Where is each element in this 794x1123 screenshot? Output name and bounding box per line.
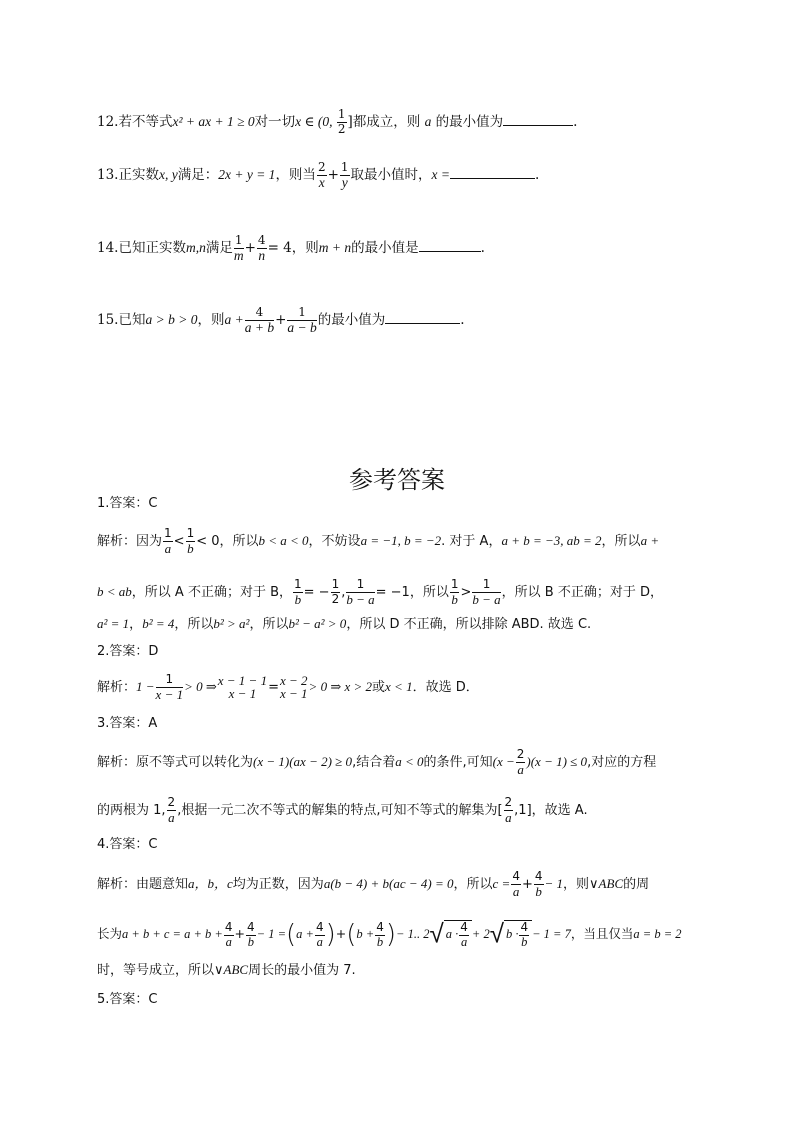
fraction xyxy=(472,578,500,607)
q12-mid: 对一切 xyxy=(254,113,296,130)
frac-den: n xyxy=(258,247,266,263)
math: b < ab xyxy=(97,583,132,599)
q13-fraction-2 xyxy=(340,161,350,190)
frac-den: a xyxy=(168,809,175,825)
math: c = xyxy=(492,875,511,891)
q12-end: 的最小值为 xyxy=(435,113,504,130)
answer-4-line-3 xyxy=(97,963,356,977)
q15-fraction-1 xyxy=(245,306,274,335)
fraction xyxy=(459,921,469,948)
q13-mid: 满足： xyxy=(177,167,219,184)
answer-3-line-1 xyxy=(97,748,656,777)
answer-3-label: 3.答案：A xyxy=(97,716,158,731)
frac-num: 1 xyxy=(340,160,349,174)
math: b² = 4 xyxy=(142,616,175,631)
text: + xyxy=(521,876,533,892)
sqrt-sign: √ xyxy=(429,919,444,950)
frac-num: 4 xyxy=(315,920,324,934)
q13-plus: + xyxy=(327,167,339,184)
answer-4-label: 4.答案：C xyxy=(97,837,158,852)
frac-den: a xyxy=(225,934,232,949)
answer-2-label: 2.答案：D xyxy=(97,644,159,659)
math: > 0 ⇒ x > 2 xyxy=(308,678,373,694)
math: − 1.. 2 xyxy=(396,927,430,942)
paren-close: ) xyxy=(325,919,336,950)
frac-den: b xyxy=(294,591,302,607)
frac-den: a xyxy=(517,761,524,777)
math: a = −1, b = −2 xyxy=(360,532,442,548)
answer-3-line-2 xyxy=(97,796,588,825)
text: 解析：原不等式可以转化为 xyxy=(97,754,254,770)
q12-frac-den: 2 xyxy=(337,121,346,136)
text: , xyxy=(341,584,346,600)
frac-num: 4 xyxy=(520,920,529,934)
text: ，所以 xyxy=(174,617,214,632)
fraction xyxy=(218,674,267,700)
q14-expr: m + n xyxy=(318,240,352,256)
text: ，所以 xyxy=(453,876,493,892)
text: < 0，所以 xyxy=(196,533,259,549)
frac-num: 4 xyxy=(460,920,468,934)
frac-den: b xyxy=(451,591,458,607)
text: < xyxy=(173,533,185,549)
frac-num: 4 xyxy=(376,920,384,934)
q15-fraction-2 xyxy=(287,306,316,335)
q14-prefix: 14.已知正实数 xyxy=(97,240,186,257)
q12-prefix: 12.若不等式 xyxy=(97,113,173,130)
answer-1-line-3 xyxy=(97,617,591,631)
answer-2-line-1 xyxy=(97,673,479,702)
frac-num: 1 xyxy=(346,578,374,593)
frac-num: x − 2 xyxy=(280,673,308,689)
q14-fraction-1 xyxy=(234,234,244,263)
fraction xyxy=(156,673,184,702)
fraction xyxy=(163,527,173,556)
text: = − xyxy=(303,584,330,600)
frac-den: 2 xyxy=(331,591,340,606)
q12-range-end: ] xyxy=(347,113,353,130)
frac-den: b − a xyxy=(472,591,501,607)
fraction xyxy=(280,674,308,700)
text: ．故选 D． xyxy=(412,679,479,695)
q15-prefix: 15.已知 xyxy=(97,312,146,329)
fraction xyxy=(519,921,529,948)
q13-suffix: 取最小值时， xyxy=(350,167,432,184)
frac-den: b − a xyxy=(346,591,375,607)
text: [ xyxy=(497,802,503,818)
sqrt-body xyxy=(444,920,472,948)
text: ，所以 B 不正确；对于 D， xyxy=(501,584,663,600)
frac-num: 4 xyxy=(512,869,520,883)
text: . 对于 A， xyxy=(441,533,502,549)
text: 解析：由题意知 xyxy=(97,876,189,892)
frac-den: b xyxy=(187,540,194,556)
q12-half-fraction xyxy=(337,108,347,137)
math: a + b = −3, ab = 2 xyxy=(501,532,602,548)
math: − 1 = 7 xyxy=(532,927,571,942)
text: 时，等号成立，所以 xyxy=(97,963,215,978)
frac-den: a xyxy=(505,809,512,825)
math: b² − a² > 0 xyxy=(288,616,347,631)
text: + xyxy=(335,926,347,942)
q13-vars: x, y xyxy=(158,167,178,183)
text: ,对应的方程 xyxy=(587,754,657,770)
text: ，所以 xyxy=(409,584,449,600)
frac-num: 1 xyxy=(164,526,172,540)
answer-5-label: 5.答案：C xyxy=(97,992,158,1007)
fraction xyxy=(167,796,177,825)
q14-eq: = 4 xyxy=(267,240,292,257)
frac-den: m xyxy=(233,247,244,263)
math: + 2 xyxy=(471,927,490,942)
text: ，不妨设 xyxy=(308,533,361,549)
text: 的两根为 1, xyxy=(97,802,166,818)
q15-tail: . xyxy=(460,312,465,329)
q14-end: 的最小值是 xyxy=(351,240,419,257)
q12-tail: . xyxy=(573,113,578,130)
text: 解析： xyxy=(97,679,137,695)
question-15 xyxy=(97,306,465,335)
q12-inequality: x² + ax + 1 ≥ 0 xyxy=(172,113,255,129)
fraction xyxy=(293,578,303,607)
fraction xyxy=(331,578,341,607)
math: b < a < 0 xyxy=(258,532,309,548)
q13-condition: 2x + y = 1 xyxy=(218,167,276,183)
frac-num: 1 xyxy=(472,578,500,593)
fraction xyxy=(534,870,544,899)
math: a < 0 xyxy=(395,753,424,769)
fraction xyxy=(511,870,521,899)
frac-num: 4 xyxy=(534,869,543,883)
q15-plus: + xyxy=(275,312,287,329)
frac-den: y xyxy=(341,174,348,190)
paren-open: ( xyxy=(286,919,297,950)
question-13 xyxy=(97,161,539,190)
math: 1 − xyxy=(136,678,155,694)
question-12 xyxy=(97,108,577,137)
fraction xyxy=(516,748,526,777)
fraction xyxy=(246,921,256,948)
frac-num: 2 xyxy=(317,160,326,174)
q13-answer-blank[interactable] xyxy=(450,177,535,179)
frac-den: x − 1 xyxy=(155,686,184,702)
frac-den: x − 1 xyxy=(280,686,308,702)
frac-den: a + b xyxy=(244,319,275,335)
answer-1-label: 1.答案：C xyxy=(97,496,158,511)
q12-frac-num: 1 xyxy=(337,107,346,121)
math: )(x − 1) ≤ 0 xyxy=(526,753,588,769)
math: − 1 xyxy=(544,875,564,891)
fraction xyxy=(186,527,196,556)
q14-plus: + xyxy=(244,240,256,257)
text: 周长的最小值为 7. xyxy=(248,963,356,978)
math: a(b − 4) + b(ac − 4) = 0 xyxy=(323,875,454,891)
frac-den: x − 1 xyxy=(228,686,257,702)
sqrt-sign: √ xyxy=(489,919,504,950)
frac-num: 1 xyxy=(294,577,302,591)
frac-den: b xyxy=(521,934,528,949)
math: a + b + c = a + b + xyxy=(122,927,223,942)
q14-tail: . xyxy=(480,240,485,257)
frac-den: a xyxy=(460,934,468,949)
q15-then: ，则 xyxy=(197,312,225,329)
math: a² = 1 xyxy=(97,616,130,631)
q14-vars: m,n xyxy=(185,240,206,256)
text: ,1] xyxy=(514,802,532,818)
text: ，当且仅当 xyxy=(570,926,634,942)
text: = xyxy=(268,679,279,695)
math: > 0 ⇒ xyxy=(184,678,217,694)
math: a · xyxy=(445,927,459,942)
math: b · xyxy=(505,927,519,942)
fraction xyxy=(504,796,514,825)
q13-fraction-1 xyxy=(317,161,327,190)
answer-4-line-1 xyxy=(97,870,649,899)
text: ，所以 A 不正确；对于 B， xyxy=(131,584,292,600)
q12-range-start: x ∈ (0, xyxy=(295,113,336,129)
text: ，故选 A. xyxy=(531,802,588,818)
frac-num: 1 xyxy=(156,673,184,688)
frac-num: 1 xyxy=(186,526,195,540)
answer-1-line-2 xyxy=(97,578,663,607)
math: (x − 1)(ax − 2) ≥ 0 xyxy=(253,753,353,769)
math: b² > a² xyxy=(213,616,250,631)
answer-4-line-2 xyxy=(97,920,682,948)
frac-num: 2 xyxy=(504,795,513,809)
text: ,根据一元二次不等式的解集的特点,可知不等式的解集为 xyxy=(177,802,498,818)
text: 解析：因为 xyxy=(97,533,163,549)
math: ∨ABC xyxy=(589,875,624,891)
q13-when: ，则当 xyxy=(275,167,316,184)
frac-den: b xyxy=(376,934,384,949)
text: ,结合着 xyxy=(352,754,396,770)
text: 或 xyxy=(372,679,386,695)
frac-den: a − b xyxy=(287,319,317,335)
text: 均为正数，因为 xyxy=(232,876,324,892)
q15-condition: a > b > 0 xyxy=(145,312,198,328)
q13-prefix: 13.正实数 xyxy=(97,167,159,184)
fraction xyxy=(450,578,460,607)
sqrt-body xyxy=(504,920,532,948)
text: 长为 xyxy=(97,926,123,942)
text: 的条件,可知 xyxy=(423,754,493,770)
fraction xyxy=(315,921,325,948)
paren-close: ) xyxy=(385,919,397,950)
text: ，所以 D 不正确，所以排除 ABD. 故选 C. xyxy=(346,617,592,632)
frac-num: 1 xyxy=(331,577,340,592)
frac-num: 4 xyxy=(257,233,266,247)
frac-den: a xyxy=(164,540,172,556)
math: x < 1 xyxy=(385,678,413,694)
text: ，所以 xyxy=(249,617,289,632)
frac-num: 4 xyxy=(245,306,274,321)
text: = −1 xyxy=(375,584,410,600)
answer-heading: 参考答案 xyxy=(349,466,445,494)
frac-den: a xyxy=(316,934,323,949)
q14-mid: 满足 xyxy=(205,240,233,257)
fraction xyxy=(224,921,234,948)
fraction xyxy=(346,578,374,607)
frac-den: b xyxy=(247,934,254,949)
math: (x − xyxy=(492,753,515,769)
text: ，所以 xyxy=(601,533,641,549)
text: > xyxy=(460,584,472,600)
frac-num: 2 xyxy=(167,795,176,809)
frac-num: 1 xyxy=(450,577,459,591)
paren-open: ( xyxy=(346,919,357,950)
q14-fraction-2 xyxy=(257,234,267,263)
text: ， xyxy=(129,617,143,632)
frac-den: b xyxy=(535,883,542,899)
q12-answer-blank[interactable] xyxy=(503,124,573,126)
math: a + xyxy=(296,927,314,942)
frac-num: 4 xyxy=(224,920,233,934)
frac-num: 1 xyxy=(287,306,316,321)
q12-suffix: 都成立，则 xyxy=(352,113,421,130)
frac-den: x xyxy=(318,174,325,190)
q15-end: 的最小值为 xyxy=(317,312,386,329)
answer-1-line-1 xyxy=(97,527,659,556)
math: a = b = 2 xyxy=(633,927,682,942)
q14-answer-blank[interactable] xyxy=(419,250,481,252)
q12-var: a xyxy=(424,113,432,129)
frac-num: x − 1 − 1 xyxy=(217,673,268,689)
math: b + xyxy=(356,927,375,942)
fraction xyxy=(375,921,385,948)
q13-tail: . xyxy=(535,167,540,184)
math: − 1 = xyxy=(256,927,287,942)
q14-suffix: ，则 xyxy=(291,240,319,257)
math: a + xyxy=(640,532,660,548)
question-14 xyxy=(97,234,485,263)
math: a，b，c xyxy=(188,875,233,891)
frac-num: 2 xyxy=(516,747,525,761)
frac-num: 4 xyxy=(247,920,255,934)
q13-ask: x = xyxy=(431,167,451,183)
q15-a: a + xyxy=(224,312,244,328)
text: 的周 xyxy=(623,876,650,892)
frac-num: 1 xyxy=(234,233,243,247)
frac-den: a xyxy=(512,883,520,899)
text: + xyxy=(234,926,245,942)
text: ，则 xyxy=(563,876,590,892)
q15-answer-blank[interactable] xyxy=(385,322,460,324)
math: ∨ABC xyxy=(214,962,249,977)
